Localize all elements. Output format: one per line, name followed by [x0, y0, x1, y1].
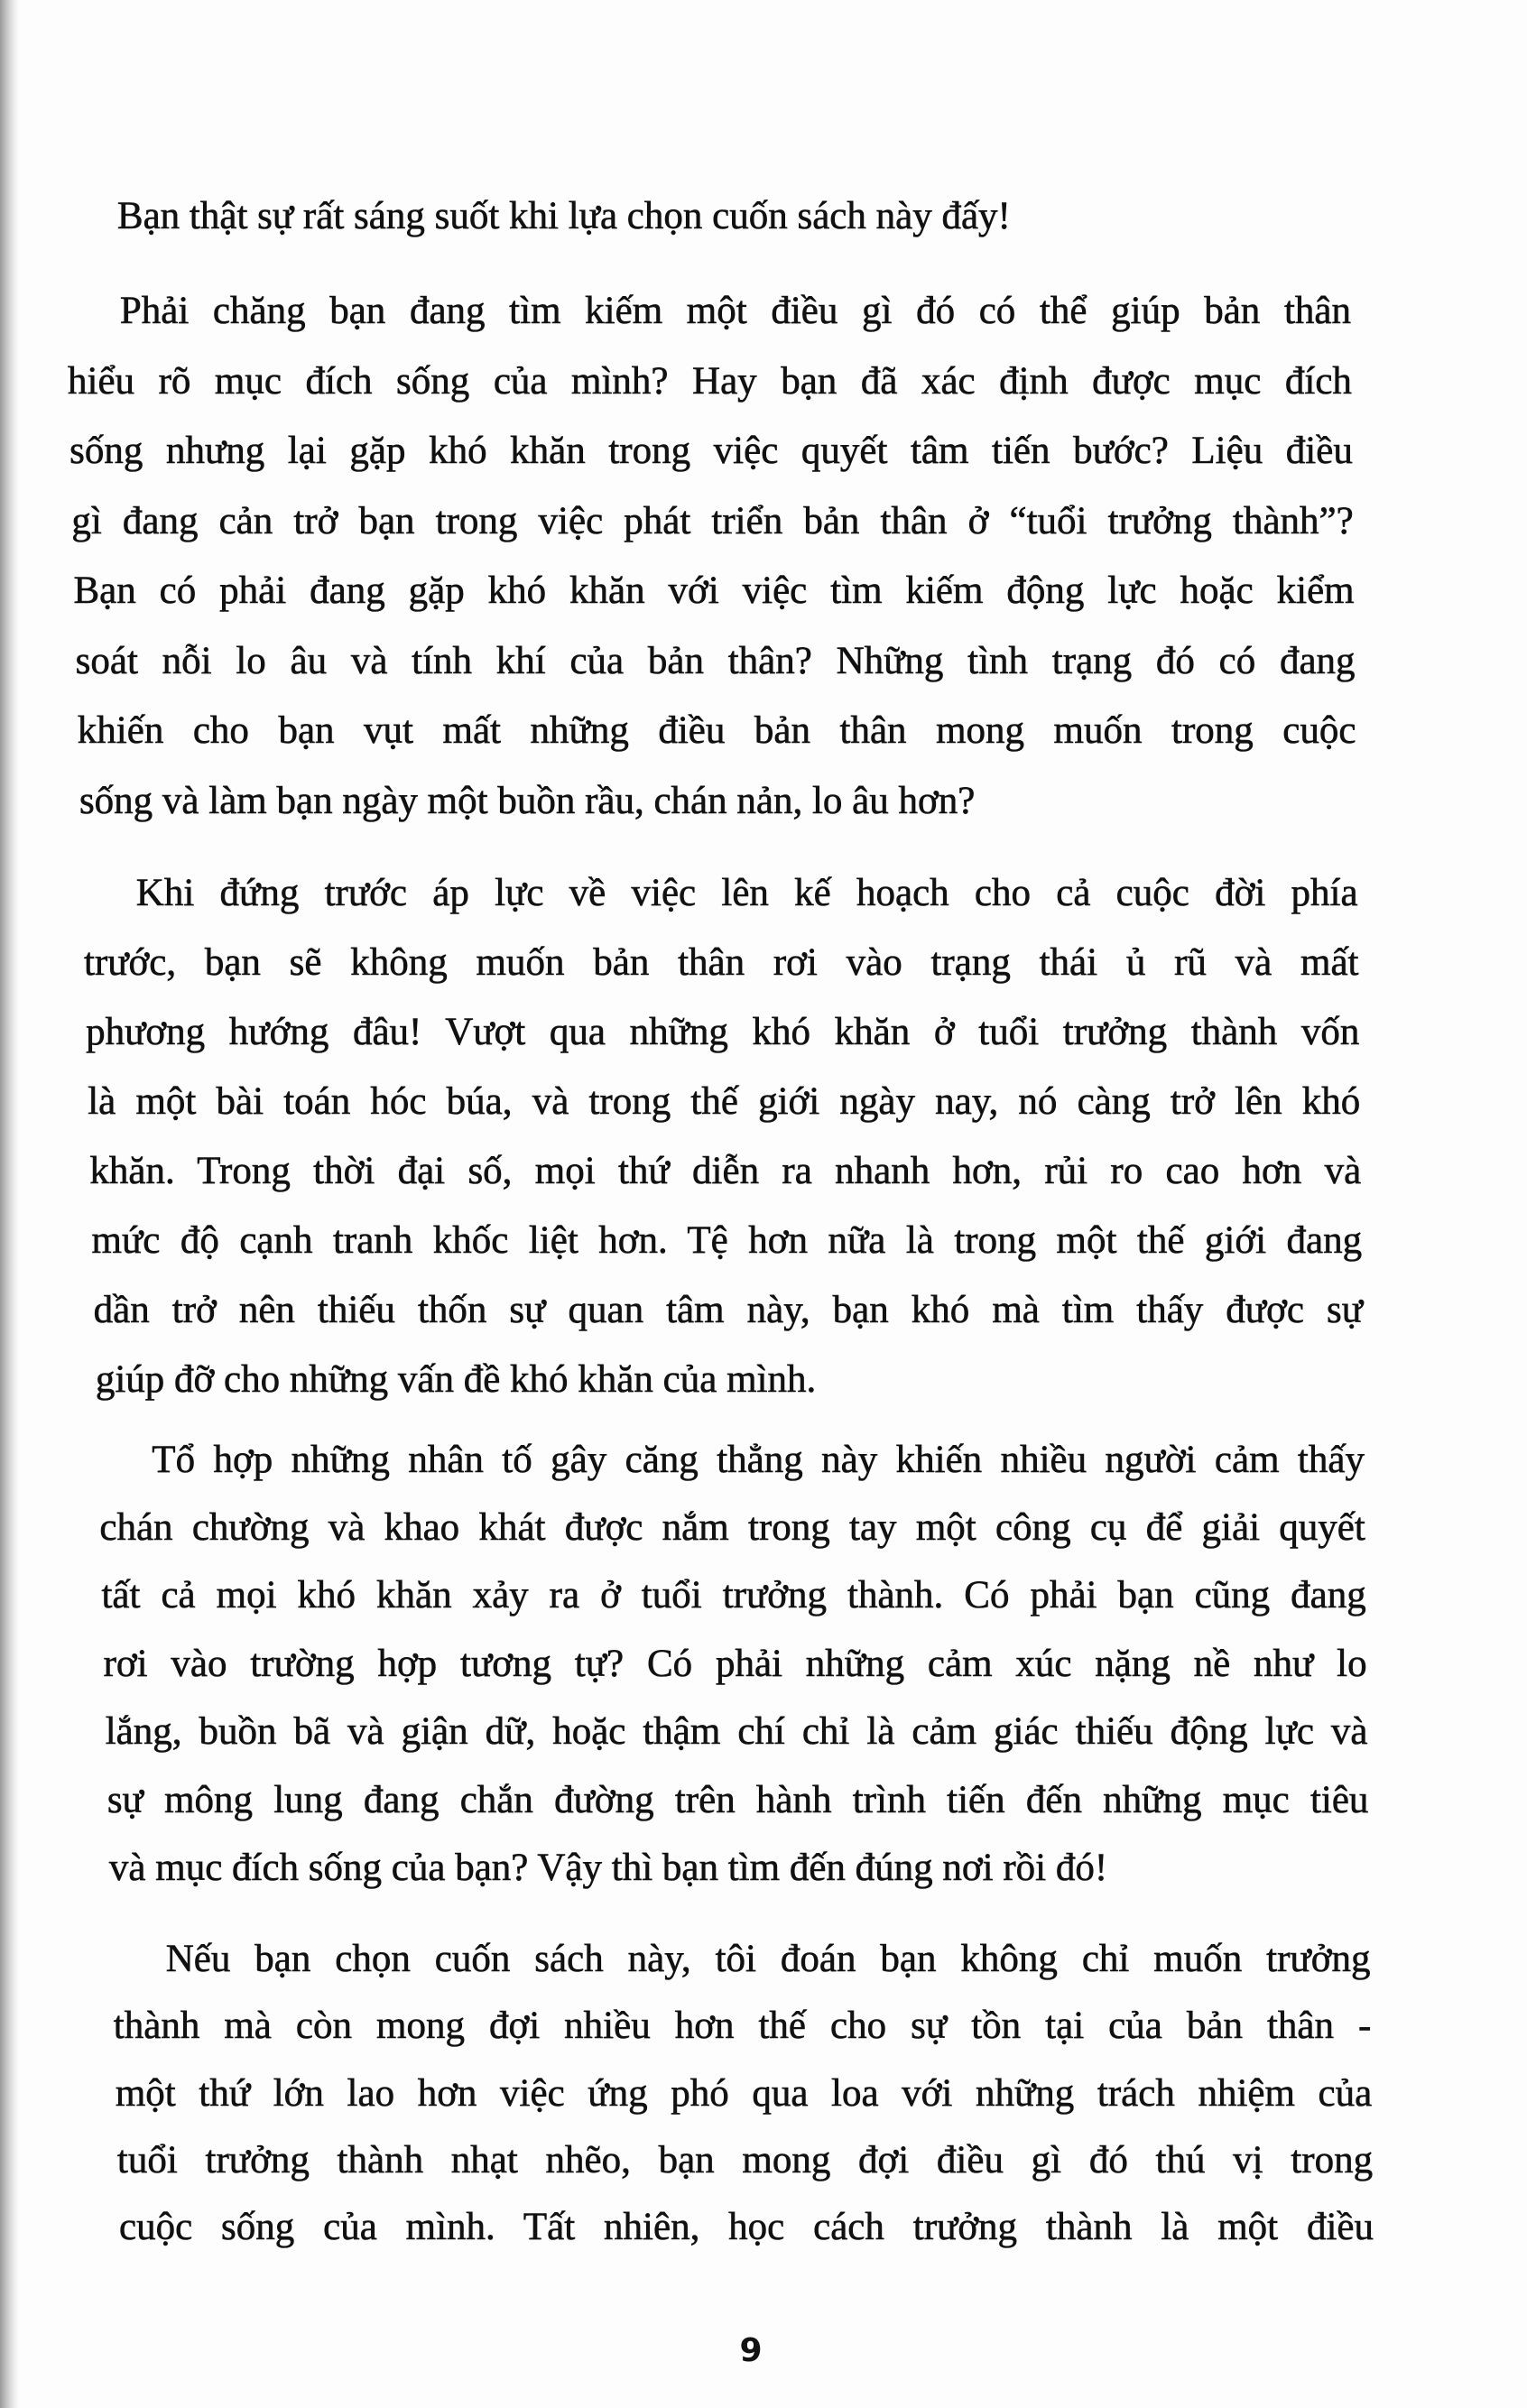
text-line: khăn. Trong thời đại số, mọi thứ diễn ra nhanh hơn, rủi ro cao hơn và — [89, 1150, 1362, 1192]
text-line: gì đang cản trở bạn trong việc phát triển bản thân ở “tuổi trưởng thành”? — [71, 500, 1354, 542]
text-line: trước, bạn sẽ không muốn bản thân rơi vào trạng thái ủ rũ và mất — [83, 941, 1359, 984]
text-line: sống nhưng lại gặp khó khăn trong việc quyết tâm tiến bước? Liệu điều — [69, 430, 1353, 472]
text-line: tuổi trưởng thành nhạt nhẽo, bạn mong đợi điều gì đó thú vị trong — [116, 2139, 1374, 2181]
text-line: Bạn có phải đang gặp khó khăn với việc tìm kiếm động lực hoặc kiểm — [73, 570, 1355, 612]
text-line: sống và làm bạn ngày một buồn rầu, chán nản, lo âu hơn? — [79, 780, 976, 822]
text-line: soát nỗi lo âu và tính khí của bản thân? Những tình trạng đó có đang — [75, 640, 1356, 682]
text-line: dần trở nên thiếu thốn sự quan tâm này, bạn khó mà tìm thấy được sự — [93, 1289, 1364, 1331]
binding-shadow — [0, 0, 20, 2408]
text-line: Nếu bạn chọn cuốn sách này, tôi đoán bạn không chỉ muốn trưởng — [165, 1938, 1371, 1980]
text-line: chán chường và khao khát được nắm trong tay một công cụ để giải quyết — [99, 1506, 1365, 1549]
text-line: hiểu rõ mục đích sống của mình? Hay bạn đã xác định được mục đích — [68, 360, 1352, 403]
text-line: mức độ cạnh tranh khốc liệt hơn. Tệ hơn nữa là trong một thế giới đang — [91, 1219, 1363, 1262]
text-line: giúp đỡ cho những vấn đề khó khăn của mình. — [95, 1358, 817, 1401]
text-line: và mục đích sống của bạn? Vậy thì bạn tìm đến đúng nơi rồi đó! — [108, 1847, 1108, 1889]
text-line: là một bài toán hóc búa, và trong thế giới ngày nay, nó càng trở lên khó — [88, 1080, 1361, 1123]
text-line: một thứ lớn lao hơn việc ứng phó qua loa với những trách nhiệm của — [115, 2072, 1373, 2115]
text-line: Khi đứng trước áp lực về việc lên kế hoạch cho cả cuộc đời phía — [135, 872, 1358, 914]
text-line: khiến cho bạn vụt mất những điều bản thân mong muốn trong cuộc — [77, 709, 1356, 752]
text-line: Tổ hợp những nhân tố gây căng thẳng này khiến nhiều người cảm thấy — [152, 1439, 1365, 1481]
page-number: 9 — [739, 2332, 763, 2369]
text-line: rơi vào trường hợp tương tự? Có phải những cảm xúc nặng nề như lo — [103, 1643, 1367, 1685]
text-line: Bạn thật sự rất sáng suốt khi lựa chọn cuốn sách này đấy! — [116, 195, 1011, 237]
text-line: Phải chăng bạn đang tìm kiếm một điều gì đó có thể giúp bản thân — [119, 290, 1351, 332]
text-line: tất cả mọi khó khăn xảy ra ở tuổi trưởng thành. Có phải bạn cũng đang — [101, 1574, 1366, 1616]
text-line: phương hướng đâu! Vượt qua những khó khăn ở tuổi trưởng thành vốn — [86, 1011, 1360, 1053]
text-line: thành mà còn mong đợi nhiều hơn thế cho sự tồn tại của bản thân - — [113, 2005, 1372, 2047]
text-line: sự mông lung đang chắn đường trên hành trình tiến đến những mục tiêu — [106, 1779, 1369, 1821]
text-line: cuộc sống của mình. Tất nhiên, học cách trưởng thành là một điều — [119, 2206, 1374, 2248]
text-line: lắng, buồn bã và giận dữ, hoặc thậm chí chỉ là cảm giác thiếu động lực và — [105, 1710, 1368, 1753]
